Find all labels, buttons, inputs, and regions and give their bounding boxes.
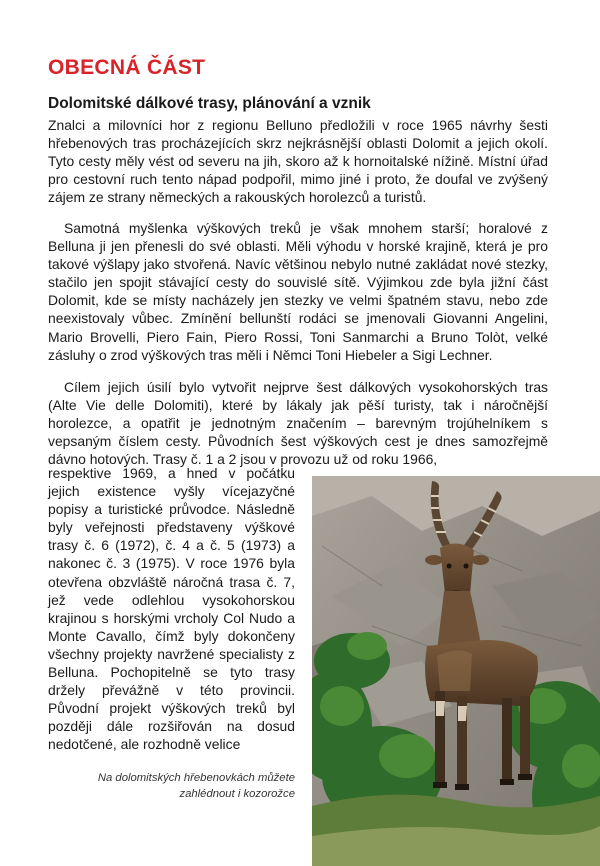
paragraph-4: respektive 1969, a hned v počátku jejich existence vyšly vícejazyčné popisy a turistické průvodce. Následně byly veřejnosti představeny výškové trasy č. 6 (1972), č. 4 a č. 5 (1973) a nakonec č. 3 (1975). V roce 1976 byla otevřena obzvláště náročná trasa č. 7, jež vede odlehlou vysokohorskou krajinou s horskými vrcholy Col Nudo a Monte Cavallo, čímž byly dokončeny všechny projekty navržené specialisty z Belluna. Pochopitelně se tyto trasy držely převážně v této provincii. Původní projekt výškových treků byl později dále rozšiřován na dosud nedotčené, ale rozhodně velice [48,465,295,753]
photo-caption: Na dolomitských hřebenovkách můžete zahlédnout i kozorožce [97,772,295,800]
article-subtitle: Dolomitské dálkové trasy, plánování a vznik [48,95,371,112]
paragraph-2: Samotná myšlenka výškových treků je však mnohem starší; horalové z Belluna ji jen přenesli do své oblasti. Měli výhodu v horské krajině, která je pro takové výšlapy jako stvořená. Navíc většinou nebylo nutné zakládat nové stezky, stačilo jen spojit stávající cesty do souvislé sítě. Výjimkou zde byla jižní část Dolomit, kde se místy nacházely jen stezky ve velmi špatném stavu, nebo zde neexistovaly vůbec. Zmínění bellunští rodáci se jmenovali Giovanni Angelini, Mario Brovelli, Piero Fain, Piero Rossi, Toni Sanmarchi a Bruno Tolòt, velké zásluhy o zrod výškových tras měli i Němci Toni Hiebeler a Sigi Lechner. [48,220,548,363]
ibex-photo [312,476,600,866]
paragraph-1: Znalci a milovníci hor z regionu Belluno předložili v roce 1965 návrhy šesti hřebenových tras procházejících skrz nejkrásnější oblasti Dolomit a jejich okolí. Tyto cesty měly vést od severu na jih, skoro až k hornoitalské nížině. Místní úřad pro cestovní ruch tento nápad podpořil, mimo jiné i proto, že doufal ve zvýšený zájem ze strany německých a rakouských horolezců a turistů. [48,117,548,206]
paragraph-3: Cílem jejich úsilí bylo vytvořit nejprve šest dálkových vysokohorských tras (Alte Vie delle Dolomiti), které by lákaly jak pěší turisty, tak i náročnější horolezce, a opatřit je jednotným značením – barevným trojúhelníkem s vepsaným číslem cesty. Původních šest výškových cest je dnes samozřejmě dávno hotových. Trasy č. 1 a 2 jsou v provozu už od roku 1966, [48,379,548,468]
section-title: OBECNÁ ČÁST [48,56,206,79]
